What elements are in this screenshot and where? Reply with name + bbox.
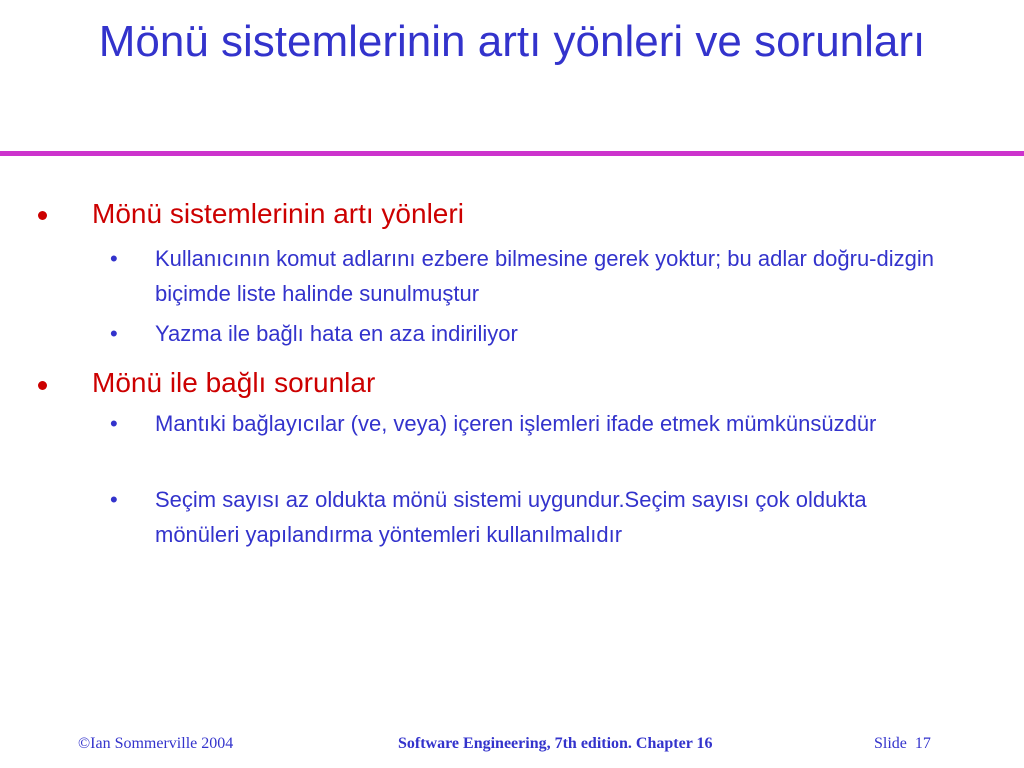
section-heading: Mönü sistemlerinin artı yönleri (92, 198, 464, 229)
slide-title: Mönü sistemlerinin artı yönleri ve sorunları (98, 17, 926, 66)
bullet-dot: • (110, 487, 118, 512)
bullet-dot: • (110, 411, 118, 436)
bullet-dot (38, 381, 47, 390)
bullet-dot (38, 211, 47, 220)
footer-slide-number: Slide 17 (874, 735, 931, 752)
list-item: Kullanıcının komut adlarını ezbere bilmesine gerek yoktur; bu adlar doğru-dizgin biçimde liste halinde sunulmuştur (155, 246, 934, 306)
bullet-dot: • (110, 246, 118, 271)
footer-book-title: Software Engineering, 7th edition. Chapter 16 (398, 735, 713, 752)
list-item: Seçim sayısı az oldukta mönü sistemi uygundur.Seçim sayısı çok oldukta mönüleri yapılandırma yöntemleri kullanılmalıdır (155, 487, 867, 547)
bullet-dot: • (110, 321, 118, 346)
footer-copyright: ©Ian Sommerville 2004 (78, 735, 234, 752)
section-heading: Mönü ile bağlı sorunlar (92, 367, 376, 398)
list-item: Yazma ile bağlı hata en aza indiriliyor (155, 321, 518, 346)
title-divider (0, 151, 1024, 156)
list-item: Mantıki bağlayıcılar (ve, veya) içeren işlemleri ifade etmek mümkünsüzdür (155, 411, 877, 436)
